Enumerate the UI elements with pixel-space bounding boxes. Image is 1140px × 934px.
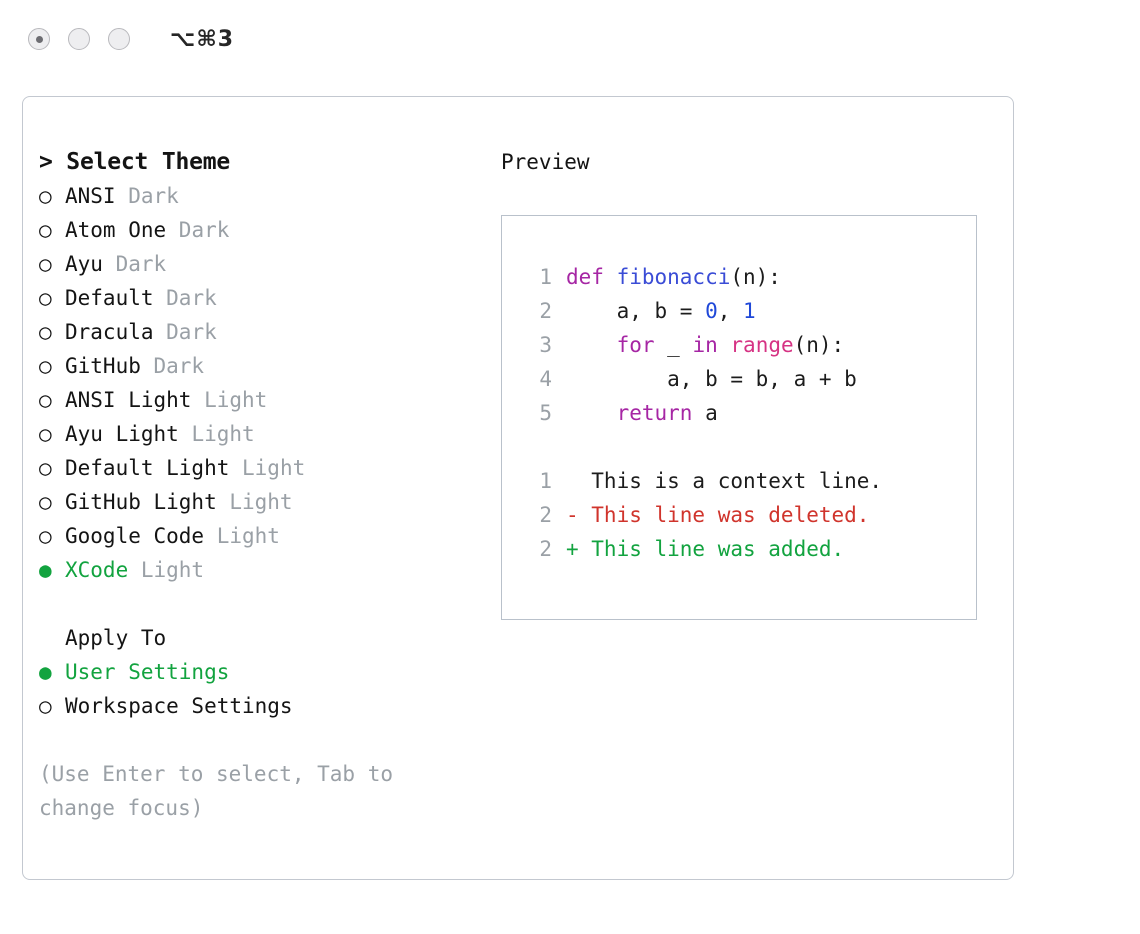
preview-box xyxy=(501,215,977,620)
radio-unselected-icon: ○ xyxy=(39,184,52,208)
code-token: def xyxy=(566,265,617,289)
theme-option-kind: Light xyxy=(229,456,306,480)
apply-to-option[interactable] xyxy=(39,655,479,689)
preview-title: Preview xyxy=(501,150,590,174)
radio-unselected-icon: ○ xyxy=(39,422,52,446)
keyboard-hint: (Use Enter to select, Tab to change focus) xyxy=(39,762,406,820)
diff-line-text: + This line was added. xyxy=(566,537,845,561)
theme-option[interactable] xyxy=(39,451,479,485)
window-minimize-button[interactable] xyxy=(68,28,90,50)
code-token: a xyxy=(692,401,718,425)
theme-option[interactable] xyxy=(39,247,479,281)
code-token: in xyxy=(692,333,718,357)
theme-option-kind: Light xyxy=(216,490,293,514)
theme-option[interactable] xyxy=(39,213,479,247)
title-bar xyxy=(0,0,1140,78)
radio-unselected-icon: ○ xyxy=(39,490,52,514)
line-number: 1 xyxy=(539,469,552,493)
radio-unselected-icon: ○ xyxy=(39,252,52,276)
theme-option-label: ANSI Light xyxy=(65,388,192,412)
radio-selected-icon: ● xyxy=(39,558,52,582)
code-token: (n): xyxy=(730,265,781,289)
theme-option-kind: Light xyxy=(191,388,268,412)
apply-to-option[interactable] xyxy=(39,689,479,723)
radio-unselected-icon: ○ xyxy=(39,524,52,548)
theme-option[interactable] xyxy=(39,179,479,213)
code-token: (n): xyxy=(793,333,845,357)
code-line xyxy=(524,294,976,328)
theme-option-label: Google Code xyxy=(65,524,205,548)
diff-sample xyxy=(524,464,976,566)
theme-option-kind: Dark xyxy=(115,184,179,208)
line-number: 2 xyxy=(539,537,552,561)
apply-to-list xyxy=(39,655,479,723)
theme-option-label: XCode xyxy=(65,558,129,582)
preview-column xyxy=(501,145,1001,620)
theme-option-kind: Light xyxy=(128,558,205,582)
code-token: fibonacci xyxy=(616,265,731,289)
radio-unselected-icon: ○ xyxy=(39,286,52,310)
theme-option-kind: Light xyxy=(204,524,280,548)
code-token: _ xyxy=(654,333,693,357)
line-number: 5 xyxy=(539,401,552,425)
code-line xyxy=(524,362,976,396)
theme-list-column xyxy=(39,145,479,825)
line-number: 2 xyxy=(539,503,552,527)
code-line xyxy=(524,260,976,294)
theme-option-label: GitHub Light xyxy=(65,490,217,514)
theme-option-label: Dracula xyxy=(65,320,154,344)
window-maximize-button[interactable] xyxy=(108,28,130,50)
theme-option-kind: Dark xyxy=(153,286,217,310)
spacer xyxy=(39,587,479,621)
radio-unselected-icon: ○ xyxy=(39,320,52,344)
code-token: a, b = b, a + b xyxy=(566,367,857,391)
theme-option-kind: Dark xyxy=(153,320,217,344)
theme-option-label: Default Light xyxy=(65,456,230,480)
theme-option[interactable] xyxy=(39,519,479,553)
code-token xyxy=(718,333,731,357)
code-token: for xyxy=(616,333,655,357)
radio-unselected-icon: ○ xyxy=(39,388,52,412)
code-line xyxy=(524,328,976,362)
line-number: 4 xyxy=(539,367,552,391)
theme-option[interactable] xyxy=(39,315,479,349)
theme-option[interactable] xyxy=(39,417,479,451)
theme-option-label: Ayu Light xyxy=(65,422,179,446)
diff-line xyxy=(524,464,976,498)
spacer xyxy=(524,430,976,464)
radio-unselected-icon: ○ xyxy=(39,354,52,378)
diff-line-text: This is a context line. xyxy=(566,469,883,493)
page-title: > Select Theme xyxy=(39,149,231,175)
theme-option[interactable] xyxy=(39,485,479,519)
code-token: a, b = xyxy=(566,299,706,323)
theme-option[interactable] xyxy=(39,383,479,417)
theme-list xyxy=(39,179,479,587)
window-close-button[interactable] xyxy=(28,28,50,50)
code-token: 0 xyxy=(705,299,718,323)
code-line xyxy=(524,396,976,430)
theme-option-label: Atom One xyxy=(65,218,167,242)
code-token: return xyxy=(616,401,693,425)
theme-option-kind: Dark xyxy=(166,218,230,242)
theme-option[interactable] xyxy=(39,349,479,383)
theme-option-label: Default xyxy=(65,286,154,310)
code-token: , xyxy=(717,299,744,323)
theme-option-kind: Light xyxy=(178,422,255,446)
diff-line xyxy=(524,498,976,532)
theme-option-kind: Dark xyxy=(102,252,167,276)
apply-to-option-label: User Settings xyxy=(65,660,230,684)
diff-line xyxy=(524,532,976,566)
keyboard-shortcut-label: ⌥⌘3 xyxy=(170,26,235,52)
theme-picker-panel xyxy=(22,96,1014,880)
code-token: 1 xyxy=(743,299,756,323)
radio-unselected-icon: ○ xyxy=(39,694,52,718)
theme-option-label: Ayu xyxy=(65,252,103,276)
radio-unselected-icon: ○ xyxy=(39,456,52,480)
line-number: 3 xyxy=(539,333,552,357)
line-number: 2 xyxy=(539,299,552,323)
code-sample xyxy=(524,260,976,430)
theme-option-label: ANSI xyxy=(65,184,116,208)
theme-option-kind: Dark xyxy=(140,354,205,378)
radio-unselected-icon: ○ xyxy=(39,218,52,242)
apply-to-option-label: Workspace Settings xyxy=(65,694,293,718)
theme-option-label: GitHub xyxy=(65,354,141,378)
code-token: range xyxy=(730,333,794,357)
code-token xyxy=(566,333,617,357)
line-number: 1 xyxy=(539,265,552,289)
diff-line-text: - This line was deleted. xyxy=(566,503,870,527)
apply-to-title: Apply To xyxy=(65,626,167,650)
theme-option[interactable] xyxy=(39,281,479,315)
code-token xyxy=(566,401,617,425)
theme-option[interactable] xyxy=(39,553,479,587)
radio-selected-icon: ● xyxy=(39,660,52,684)
